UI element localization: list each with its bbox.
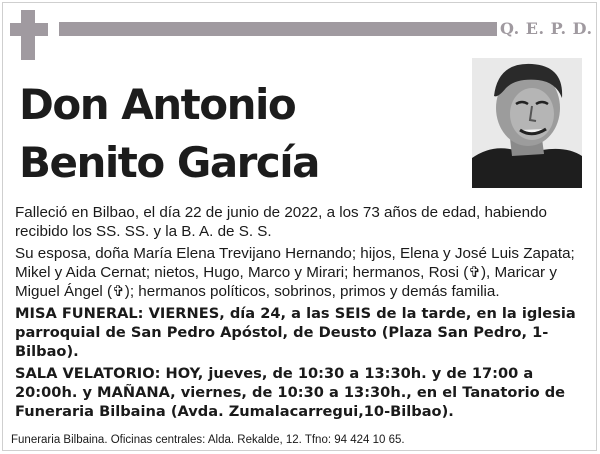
cross-horizontal-bar — [10, 23, 48, 36]
portrait-silhouette-icon — [472, 58, 582, 188]
death-notice-paragraph: Falleció en Bilbao, el día 22 de junio de 2022, a los 73 años de edad, habiendo recibido los SS. SS. y la B. A. de S. S. — [15, 204, 547, 240]
header-rule — [59, 22, 497, 36]
family-paragraph: Su esposa, doña María Elena Trevijano Hernando; hijos, Elena y José Luis Zapata; Mikel y Aida Cernat; nietos, Hugo, Marco y Mirari; hermanos, Rosi (✞), Maricar y Miguel Ángel (✞); hermanos políticos, sobrinos, primos y demás familia. — [15, 245, 575, 300]
deceased-name-line1: Don Antonio — [19, 80, 296, 129]
funeral-home-footer: Funeraria Bilbaina. Oficinas centrales: Alda. Rekalde, 12. Tfno: 94 424 10 65. — [11, 434, 405, 446]
funeral-mass-paragraph: MISA FUNERAL: VIERNES, día 24, a las SEIS de la tarde, en la iglesia parroquial de San Pedro Apóstol, de Deusto (Plaza San Pedro, 1-Bilbao). — [15, 305, 576, 360]
obituary-body — [15, 203, 595, 424]
qepd-label: Q. E. P. D. — [500, 19, 593, 38]
wake-room-paragraph: SALA VELATORIO: HOY, jueves, de 10:30 a 13:30h. y de 17:00 a 20:00h. y MAÑANA, viernes, de 10:30 a 13:30h., en el Tanatorio de Funeraria Bilbaina (Avda. Zumalacarregui,10-Bilbao). — [15, 365, 566, 420]
deceased-portrait-photo — [472, 58, 582, 188]
deceased-name-line2: Benito García — [19, 138, 320, 187]
